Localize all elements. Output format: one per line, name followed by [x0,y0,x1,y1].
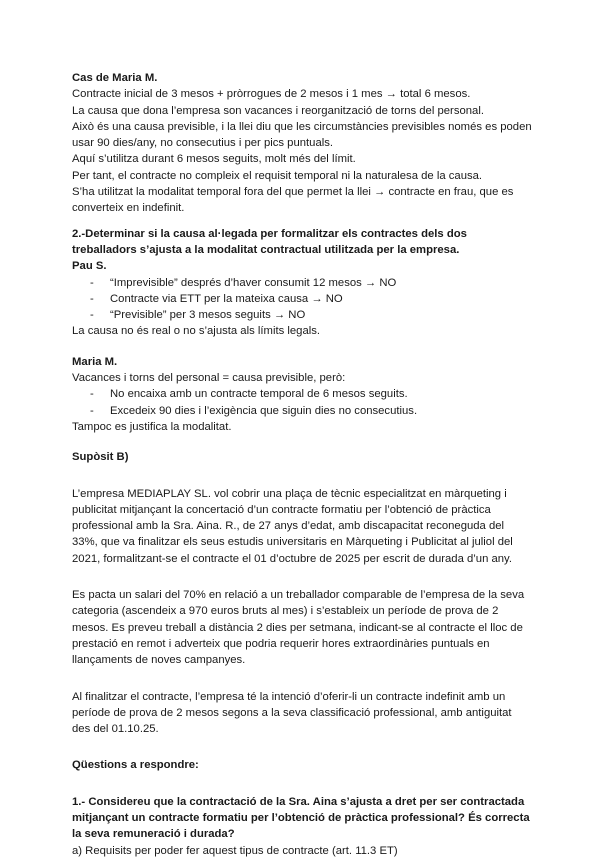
document-body [72,70,532,859]
pau-conclusion: La causa no és real o no s’ajusta als límits legals. [72,325,321,338]
question-2-section [72,226,532,436]
maria-case-line: Això és una causa previsible, i la llei diu que les circumstàncies previsibles només es poden usar 90 dies/any, no consecutius i per pics puntuals. [72,120,532,150]
questions-title: Qüestions a respondre: [72,759,199,772]
maria-case-line: Aquí s’utilitza durant 6 mesos seguits, molt més del límit. [72,153,356,166]
supost-b-title: Supòsit B) [72,451,129,464]
maria-list [72,386,532,419]
question-1a: a) Requisits per poder fer aquest tipus de contracte (art. 11.3 ET) [72,844,398,857]
supost-b-paragraph: Es pacta un salari del 70% en relació a un treballador comparable de l’empresa de la seva categoria (ascendeix a 970 euros bruts al mes) i s’estableix un període de prova de 2 mesos. Es preveu treball a distància 2 dies per setmana, indicant-se al contracte el lloc de prestació en remot i adverteix que podria requerir hores extraordinàries puntuals en llançaments de noves campanyes. [72,589,525,667]
questions-section [72,757,532,858]
pau-list [72,275,532,324]
maria-case-line: Contracte inicial de 3 mesos + pròrrogues de 2 mesos i 1 mes → total 6 mesos. [72,88,471,101]
list-item: - “Previsible” per 3 mesos seguits → NO [90,307,532,323]
list-item: - Excedeix 90 dies i l’exigència que siguin dies no consecutius. [90,403,532,419]
maria-case-line: Per tant, el contracte no compleix el requisit temporal ni la naturalesa de la causa. [72,169,483,182]
pau-title: Pau S. [72,260,107,273]
maria-case-line: La causa que dona l’empresa son vacances i reorganització de torns del personal. [72,104,484,117]
maria-conclusion: Tampoc es justifica la modalitat. [72,420,232,433]
maria-case-section [72,70,532,217]
supost-b-section [72,449,532,737]
list-item: - Contracte via ETT per la mateixa causa → NO [90,291,532,307]
maria-title: Maria M. [72,355,118,368]
list-item: - No encaixa amb un contracte temporal de 6 mesos seguits. [90,386,532,402]
supost-b-paragraph: L’empresa MEDIAPLAY SL. vol cobrir una plaça de tècnic especialitzat en màrqueting i publicitat mitjançant la concertació d’un contracte formatiu per l’obtenció de pràctica professional amb la Sra. Aina. R., de 27 anys d’edat, amb discapacitat reconeguda del 33%, que va finalitzar els seus estudis universitaris en Màrqueting i Publicitat al juliol del 2021, formalitzant-se el contracte el 01 d’octubre de 2025 per escrit de durada d’un any. [72,487,513,565]
question-1-heading: 1.- Considereu que la contractació de la Sra. Aina s’ajusta a dret per ser contractada mitjançant un contracte formatiu per l’obtenció de pràctica professional? És correcta la seva remuneració i durada? [72,795,530,841]
list-item: - “Imprevisible” després d’haver consumit 12 mesos → NO [90,275,532,291]
maria-case-title: Cas de Maria M. [72,72,158,84]
maria-case-line: S’ha utilitzat la modalitat temporal fora del que permet la llei → contracte en frau, que es converteix en indefinit. [72,186,514,215]
supost-b-paragraph: Al finalitzar el contracte, l’empresa té la intenció d’oferir-li un contracte indefinit amb un període de prova de 2 mesos segons a la seva classificació professional, amb antiguitat des del 01.10.25. [72,690,512,736]
question-2-heading: 2.-Determinar si la causa al·legada per formalitzar els contractes dels dos treballadors s’ajusta a la modalitat contractual utilitzada per la empresa. [72,227,467,256]
maria-intro: Vacances i torns del personal = causa previsible, però: [72,372,346,385]
